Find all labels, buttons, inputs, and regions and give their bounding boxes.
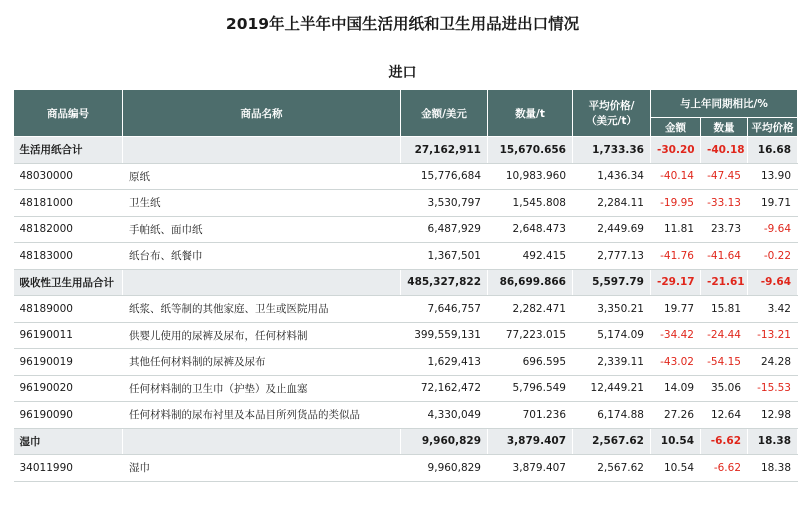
cell-quantity: 2,282.471 [488,296,573,323]
cell-yoy-quantity: 12.64 [701,402,748,429]
cell-name: 卫生纸 [123,190,401,217]
header-yoy-amount: 金额 [651,118,701,137]
cell-yoy-amount: 19.77 [651,296,701,323]
cell-amount: 1,629,413 [401,349,488,376]
cell-amount: 485,327,822 [401,269,488,296]
cell-quantity: 86,699.866 [488,269,573,296]
cell-yoy-quantity: 15.81 [701,296,748,323]
cell-quantity: 5,796.549 [488,375,573,402]
table-row [14,163,798,190]
header-code: 商品编号 [14,90,123,137]
header-yoy-price: 平均价格 [748,118,798,137]
cell-yoy-price: 18.38 [748,428,798,455]
table-body [14,137,798,482]
cell-name: 纸浆、纸等制的其他家庭、卫生或医院用品 [123,296,401,323]
cell-yoy-amount: -41.76 [651,243,701,270]
cell-amount: 399,559,131 [401,322,488,349]
header-yoy-quantity: 数量 [701,118,748,137]
cell-amount: 1,367,501 [401,243,488,270]
cell-amount: 7,646,757 [401,296,488,323]
header-yoy: 与上年同期相比/% [651,90,798,118]
table-row-total [14,428,798,455]
cell-yoy-price: -15.53 [748,375,798,402]
table-row [14,322,798,349]
cell-amount: 6,487,929 [401,216,488,243]
header-avg-price-line1: 平均价格/ [588,100,635,112]
header-name: 商品名称 [123,90,401,137]
cell-name [123,428,401,455]
cell-quantity: 1,545.808 [488,190,573,217]
cell-yoy-amount: 10.54 [651,455,701,482]
cell-yoy-amount: -19.95 [651,190,701,217]
cell-name [123,137,401,164]
cell-yoy-amount: 14.09 [651,375,701,402]
cell-avg-price: 1,436.34 [573,163,651,190]
cell-yoy-amount: 11.81 [651,216,701,243]
cell-avg-price: 2,567.62 [573,428,651,455]
cell-yoy-quantity: -54.15 [701,349,748,376]
cell-name: 原纸 [123,163,401,190]
cell-code: 湿巾 [14,428,123,455]
cell-yoy-amount: -29.17 [651,269,701,296]
cell-amount: 4,330,049 [401,402,488,429]
cell-amount: 3,530,797 [401,190,488,217]
cell-yoy-quantity: -21.61 [701,269,748,296]
cell-name: 供婴儿使用的尿裤及尿布，任何材料制 [123,322,401,349]
cell-yoy-price: -0.22 [748,243,798,270]
cell-code: 48030000 [14,163,123,190]
cell-yoy-amount: -40.14 [651,163,701,190]
table-row [14,375,798,402]
cell-yoy-price: -9.64 [748,269,798,296]
cell-yoy-price: -9.64 [748,216,798,243]
table-row [14,402,798,429]
cell-yoy-price: 19.71 [748,190,798,217]
cell-avg-price: 2,449.69 [573,216,651,243]
cell-code: 48183000 [14,243,123,270]
cell-avg-price: 12,449.21 [573,375,651,402]
cell-name: 任何材料制的尿布衬里及本品目所列货品的类似品 [123,402,401,429]
cell-code: 48189000 [14,296,123,323]
header-avg-price [573,90,651,137]
cell-yoy-quantity: -41.64 [701,243,748,270]
cell-yoy-price: 18.38 [748,455,798,482]
cell-quantity: 3,879.407 [488,455,573,482]
cell-yoy-quantity: -40.18 [701,137,748,164]
header-amount: 金额/美元 [401,90,488,137]
cell-avg-price: 6,174.88 [573,402,651,429]
table-row [14,455,798,482]
table-row-total [14,269,798,296]
cell-avg-price: 1,733.36 [573,137,651,164]
cell-code: 48181000 [14,190,123,217]
cell-name: 湿巾 [123,455,401,482]
table-row [14,190,798,217]
cell-quantity: 2,648.473 [488,216,573,243]
cell-yoy-quantity: -6.62 [701,428,748,455]
cell-name: 纸台布、纸餐巾 [123,243,401,270]
cell-quantity: 701.236 [488,402,573,429]
table-row [14,349,798,376]
cell-code: 96190011 [14,322,123,349]
cell-avg-price: 5,174.09 [573,322,651,349]
table-row [14,296,798,323]
cell-yoy-amount: 10.54 [651,428,701,455]
cell-yoy-amount: -34.42 [651,322,701,349]
cell-avg-price: 2,567.62 [573,455,651,482]
cell-amount: 15,776,684 [401,163,488,190]
cell-code: 96190090 [14,402,123,429]
cell-yoy-quantity: 23.73 [701,216,748,243]
cell-yoy-amount: -30.20 [651,137,701,164]
import-table [13,89,798,482]
cell-code: 48182000 [14,216,123,243]
table-row [14,243,798,270]
cell-yoy-price: 16.68 [748,137,798,164]
cell-yoy-price: 13.90 [748,163,798,190]
cell-avg-price: 5,597.79 [573,269,651,296]
cell-yoy-amount: -43.02 [651,349,701,376]
cell-yoy-price: 12.98 [748,402,798,429]
cell-name [123,269,401,296]
cell-amount: 27,162,911 [401,137,488,164]
cell-code: 34011990 [14,455,123,482]
header-avg-price-line2: （美元/t） [586,115,637,127]
cell-yoy-quantity: 35.06 [701,375,748,402]
cell-code: 96190019 [14,349,123,376]
table-row [14,216,798,243]
cell-amount: 9,960,829 [401,428,488,455]
page-title: 2019年上半年中国生活用纸和卫生用品进出口情况 [225,15,580,33]
cell-amount: 9,960,829 [401,455,488,482]
cell-code: 96190020 [14,375,123,402]
header-quantity: 数量/t [488,90,573,137]
cell-amount: 72,162,472 [401,375,488,402]
cell-yoy-amount: 27.26 [651,402,701,429]
cell-name: 任何材料制的卫生巾（护垫）及止血塞 [123,375,401,402]
cell-name: 其他任何材料制的尿裤及尿布 [123,349,401,376]
cell-avg-price: 2,284.11 [573,190,651,217]
cell-avg-price: 3,350.21 [573,296,651,323]
cell-quantity: 15,670.656 [488,137,573,164]
table-row-total [14,137,798,164]
cell-quantity: 3,879.407 [488,428,573,455]
cell-avg-price: 2,777.13 [573,243,651,270]
cell-quantity: 10,983.960 [488,163,573,190]
cell-yoy-price: 24.28 [748,349,798,376]
cell-yoy-price: -13.21 [748,322,798,349]
cell-code: 生活用纸合计 [14,137,123,164]
cell-quantity: 77,223.015 [488,322,573,349]
cell-yoy-quantity: -6.62 [701,455,748,482]
cell-code: 吸收性卫生用品合计 [14,269,123,296]
cell-yoy-price: 3.42 [748,296,798,323]
cell-quantity: 492.415 [488,243,573,270]
cell-yoy-quantity: -47.45 [701,163,748,190]
cell-avg-price: 2,339.11 [573,349,651,376]
cell-yoy-quantity: -24.44 [701,322,748,349]
cell-name: 手帕纸、面巾纸 [123,216,401,243]
section-subtitle: 进口 [388,65,417,81]
cell-yoy-quantity: -33.13 [701,190,748,217]
cell-quantity: 696.595 [488,349,573,376]
